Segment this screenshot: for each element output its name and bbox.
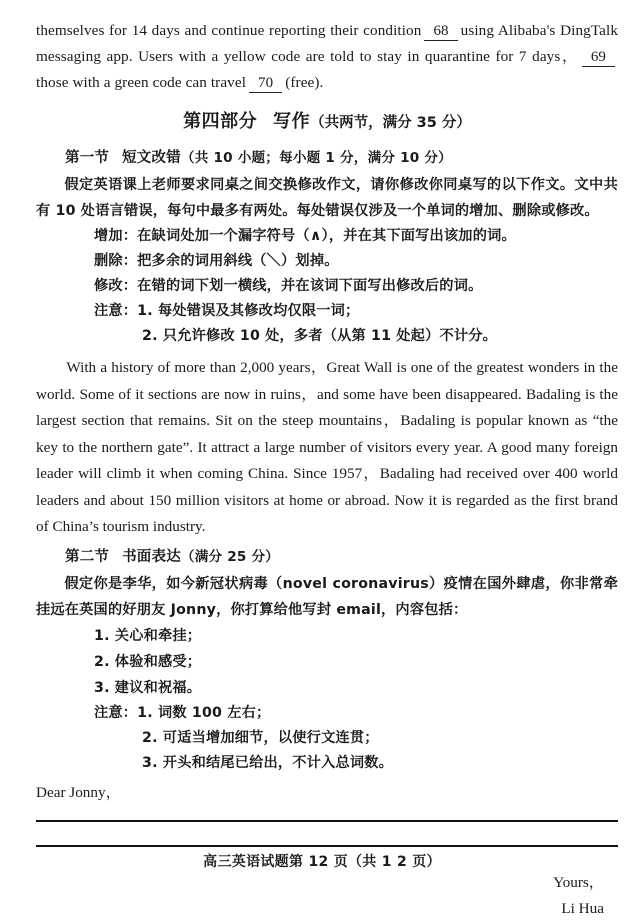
cloze-line2-text: DingTalk messaging app. Users with a yellow code are told to stay in quarantine for 7 — [36, 22, 619, 65]
blank-70[interactable]: 70 — [249, 75, 282, 93]
section-one-label: 第一节 — [65, 150, 110, 166]
part-four-heading — [36, 105, 618, 140]
part-four-scoring: （共两节，满分 35 分） — [310, 115, 471, 131]
correction-note-2: 2. 只允许修改 10 处，多者（从第 11 处起）不计分。 — [142, 328, 498, 344]
correction-rule-add: 增加：在缺词处加一个漏字符号（∧），并在其下面写出该加的词。 — [94, 228, 516, 244]
answer-write-area[interactable] — [36, 820, 618, 847]
section-two-label: 第二节 — [65, 548, 110, 565]
cloze-line3-text-b: those with a green code can travel — [36, 74, 247, 91]
task-item-1: 1. 关心和牵挂； — [94, 627, 202, 644]
task-item-2: 2. 体验和感受； — [94, 653, 202, 670]
section-two-prompt: 假定你是李华，如今新冠状病毒（novel coronavirus）疫情在国外肆虐，你非常牵挂远在英国的好朋友 Jonny，你打算给他写封 email，内容包括： — [36, 575, 618, 618]
letter-salutation: Dear Jonny， — [36, 783, 121, 801]
correction-note-1: 注意：1. 每处错误及其修改均仅限一词； — [94, 303, 360, 319]
section-two-heading — [36, 543, 618, 571]
answer-rule-line — [36, 820, 618, 822]
part-four-label: 第四部分 — [183, 111, 258, 132]
section-one-name: 短文改错 — [122, 150, 181, 166]
section-one-scoring: （共 10 小题；每小题 1 分，满分 10 分） — [180, 150, 452, 166]
cloze-line3-text-a: days， — [532, 48, 579, 65]
section-two-scoring: （满分 25 分） — [180, 548, 280, 565]
answer-rule-line — [36, 845, 618, 847]
page-footer: 高三英语试题第 12 页（共 1 2 页） — [203, 854, 441, 870]
letter-sign-off: Yours， — [553, 873, 604, 891]
cloze-continuation-paragraph — [36, 18, 618, 96]
section-two-name: 书面表达 — [122, 548, 181, 565]
error-correction-essay: With a history of more than 2,000 years，Great Wall is one of the greatest wonders in the world. Some of it sections are now in ruins，and some have been disappeared. Badaling is the largest section that remains. Sit on the steep mountains，Badaling is popular known as “the key to the northern gate”. It attract a large number of visitors every year. A good many foreign leader will climb it when coming China. Since 1957，Badaling had received over 400 world leaders and about 150 million visitors at home or abroad. Now it is regarded as the first brand of China’s tourism industry. — [36, 359, 618, 535]
section-one-instructions: 假定英语课上老师要求同桌之间交换修改作文，请你修改你同桌写的以下作文。文中共有 10 处语言错误，每句中最多有两处。每处错误仅涉及一个单词的增加、删除或修改。 — [36, 177, 618, 219]
cloze-line1-text-b: using Alibaba's — [460, 22, 556, 39]
cloze-line1-text-a: themselves for 14 days and continue reporting their condition — [36, 22, 422, 39]
task-item-3: 3. 建议和祝福。 — [94, 679, 202, 696]
cloze-line3-text-c: (free). — [285, 74, 324, 91]
correction-rule-delete: 删除：把多余的词用斜线（＼）划掉。 — [94, 253, 339, 269]
writing-note-2: 2. 可适当增加细节，以使行文连贯； — [142, 729, 379, 746]
blank-69[interactable]: 69 — [582, 49, 615, 67]
letter-signer: Li Hua — [561, 899, 604, 917]
writing-note-3: 3. 开头和结尾已给出，不计入总词数。 — [142, 754, 394, 771]
blank-68[interactable]: 68 — [424, 23, 457, 41]
section-one-heading — [36, 144, 618, 172]
correction-rule-modify: 修改：在错的词下划一横线，并在该词下面写出修改后的词。 — [94, 278, 483, 294]
writing-note-1: 注意：1. 词数 100 左右； — [94, 704, 271, 721]
part-four-name: 写作 — [273, 111, 311, 132]
